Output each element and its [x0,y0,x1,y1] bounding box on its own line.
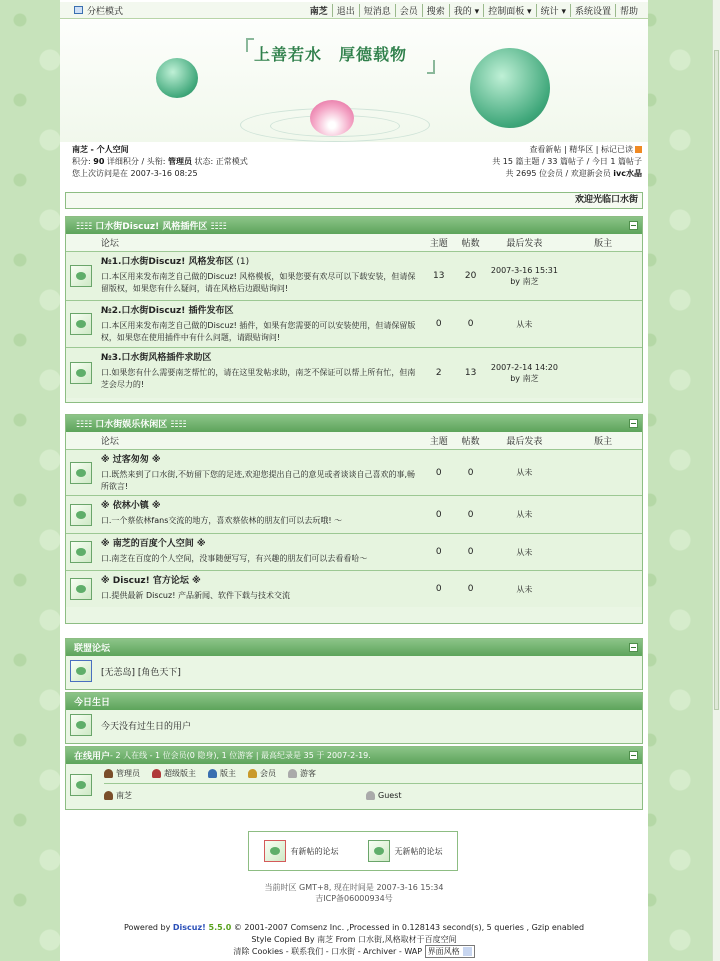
forum-name-link[interactable]: ※ 过客匆匆 ※ [100,455,161,465]
forum-last-post: 从未 [516,510,533,519]
forum-name-link[interactable]: №3.口水街风格插件求助区 [100,353,212,363]
footer-icp[interactable]: 吉ICP备06000934号 [315,894,393,903]
scrollbar-thumb[interactable] [714,50,719,710]
chevron-down-icon [463,947,472,956]
forum-stats: 共 15 篇主题 / 33 篇帖子 / 今日 1 篇帖子 [492,157,642,166]
forum-last-post[interactable] [485,348,565,398]
col-topics: 主题 [429,239,448,249]
user-info-panel: 南芝 - 个人空间 积分: 90 详细积分 / 头衔: 管理员 状态: 正常模式 您上次访问是在 2007-3-16 08:25 查看新帖 | 精华区 | 标记已读 共 15 篇主题 / 33 篇帖子 / 今日 1 篇帖子 共 2695 位会员 / 欢迎新会员 ivc水晶 [72,145,642,178]
discuz-link[interactable]: Discuz! [172,923,206,932]
forum-topics: 0 [435,319,442,329]
welcome-marquee: 欢迎光临口水街 [65,192,643,209]
vertical-scrollbar[interactable] [712,0,720,961]
banner-slogan: 上善若水 厚德载物 [254,45,408,64]
forum-last-post: 从未 [516,468,533,477]
top-nav-links [306,4,648,17]
footer-links [60,945,648,958]
category-header [66,415,642,432]
forum-last-post: 从未 [516,547,533,557]
alliance-header [66,639,642,656]
style-select-value: 界面风格 [427,947,460,956]
collapse-icon[interactable] [629,221,638,230]
forum-description: 口.南芝在百度的个人空间，没事随便写写，有兴趣的朋友们可以去看看哈～ [100,554,368,563]
forum-last-post: 从未 [516,584,533,594]
alliance-links[interactable]: [无恙岛] [角色天下] [101,667,181,678]
col-moderators: 版主 [594,437,613,447]
user-status: 状态: 正常模式 [191,157,248,166]
legend-admin: 管理员 [116,769,140,778]
forum-description: 口.如果您有什么需要南芝帮忙的，请在这里发帖求助，南芝不保证可以帮上所有忙，但南芝会尽力的! [100,368,416,389]
member-stats: 共 2695 位会员 / 欢迎新会员 [505,169,614,178]
alliance-icon [70,660,92,682]
member-user-icon [248,769,257,778]
nav-messages[interactable]: 短消息 [359,4,395,17]
points-label: 积分: [72,157,94,166]
forum-icon [70,541,92,563]
forum-posts: 0 [467,467,474,478]
collapse-icon[interactable] [629,751,638,760]
forum-name-link[interactable]: ※ Discuz! 官方论坛 ※ [100,576,201,586]
forum-last-post[interactable] [485,252,565,300]
category-header [66,217,642,234]
lotus-flower-image [310,100,354,136]
online-title[interactable]: 在线用户 [74,752,111,762]
nav-stats[interactable]: 统计 ▾ [536,4,570,17]
last-post-time[interactable]: 2007-2-14 14:20 [490,363,558,372]
col-last-post: 最后发表 [506,437,543,447]
col-moderators: 版主 [594,239,613,249]
last-post-author[interactable]: by 南芝 [510,277,539,286]
footer-style-credit: Style Copied By 南芝 From 口水街,风格取材于百度空间 [251,935,457,944]
forum-name-link[interactable]: ※ 依林小镇 ※ [100,501,161,511]
forum-last-post [485,301,565,347]
banner-bracket-left [246,38,254,52]
user-title: 管理员 [167,157,192,166]
col-forum: 论坛 [100,239,119,249]
nav-members[interactable]: 会员 [395,4,422,17]
forum-topics: 13 [432,271,445,281]
forum-new-count: (1) [233,257,250,267]
banner-bracket-right [427,60,435,74]
lotus-pod-left-image [156,58,198,98]
view-new-posts-link[interactable]: 查看新帖 [529,145,562,154]
forum-topics: 0 [435,547,442,557]
online-user-link[interactable]: 南芝 [116,790,132,800]
col-posts: 帖数 [461,239,480,249]
no-new-posts-legend-label: 无新帖的论坛 [394,846,443,856]
nav-my-menu[interactable]: 我的 ▾ [449,4,483,17]
column-mode-label: 分栏模式 [87,6,124,17]
col-posts: 帖数 [461,437,480,447]
forum-posts: 20 [464,271,477,281]
new-posts-legend-label: 有新帖的论坛 [290,846,339,856]
online-header [66,747,642,764]
last-visit: 您上次访问是在 2007-3-16 08:25 [72,169,198,178]
online-summary: - 2 人在线 - 1 位会员(0 隐身), 1 位游客 | 最高纪录是 35 于 2007-2-19. [110,751,371,760]
birthday-title: 今日生日 [74,698,111,708]
super-moderator-user-icon [152,769,161,778]
forum-topics: 0 [435,467,442,478]
nav-search[interactable]: 搜索 [422,4,449,17]
guest-user-icon [288,769,297,778]
top-nav-bar [60,2,648,19]
last-post-time[interactable]: 2007-3-16 15:31 [490,266,558,275]
footer-time: 当前时区 GMT+8, 现在时间是 2007-3-16 15:34 [264,883,444,892]
moderator-user-icon [208,769,217,778]
collapse-icon[interactable] [629,643,638,652]
col-topics: 主题 [429,437,448,447]
admin-user-icon [104,791,113,800]
birthday-box [65,692,643,744]
legend-moderator: 版主 [220,769,236,778]
forum-posts: 13 [464,368,477,378]
no-new-posts-legend-icon [368,840,390,862]
alliance-forums-box [65,638,643,690]
column-headers [66,234,642,252]
category-plugins [65,216,643,403]
admin-user-icon [104,769,113,778]
forum-name-link[interactable]: №2.口水街Discuz! 插件发布区 [100,306,234,316]
forum-topics: 0 [435,584,442,594]
forum-topics: 2 [435,368,442,378]
forum-row [66,348,642,398]
forum-description: 口.既然来到了口水街,不妨留下您的足迹,欢迎您提出自己的意见或者谈谈自己喜欢的事,畅所欲言! [100,470,416,491]
category-title[interactable]: ☷☷ 口水街娱乐休闲区 ☷☷ [76,420,187,430]
nav-username[interactable]: 南芝 [309,6,328,17]
column-mode-link[interactable] [60,4,123,17]
nav-logout[interactable]: 退出 [332,4,359,17]
online-guest: Guest [378,790,402,800]
forum-topics: 0 [435,509,442,520]
style-select[interactable] [425,945,475,958]
forum-icon-legend [248,831,458,871]
alliance-title: 联盟论坛 [74,644,111,654]
legend-member: 会员 [260,769,276,778]
digest-link[interactable]: 精华区 [569,145,594,154]
birthday-icon [70,714,92,736]
forum-description: 口.提供最新 Discuz! 产品新闻、软件下载与技术交流 [100,591,290,600]
last-post-author[interactable]: by 南芝 [510,374,539,383]
forum-icon [70,313,92,335]
copyright-text: © 2001-2007 Comsenz Inc. ,Processed in 0.128143 second(s), 5 queries , Gzip enabled [231,923,585,932]
nav-system-settings[interactable]: 系统设置 [570,4,615,17]
legend-guest: 游客 [300,769,316,778]
online-users-box [65,746,643,810]
online-icon [70,774,92,796]
forum-row [66,450,642,496]
new-posts-legend-icon [264,840,286,862]
footer-powered [60,923,648,932]
forum-icon [70,504,92,526]
powered-by-label: Powered by [123,923,173,932]
user-name[interactable]: 南芝 [72,145,88,154]
forum-new-posts-icon [70,265,92,287]
forum-icon [70,362,92,384]
forum-name-link[interactable]: №1.口水街Discuz! 风格发布区 [100,257,234,267]
forum-posts: 0 [467,509,474,520]
points-detail-link[interactable]: 详细积分 / 头衔: [104,157,168,166]
forum-posts: 0 [467,584,474,594]
forum-description: 口.一个蔡依林fans交流的地方，喜欢蔡依林的朋友们可以去玩哦! ～ [100,516,343,525]
col-forum: 论坛 [100,437,119,447]
lotus-pod-right-image [470,48,550,128]
category-entertainment [65,414,643,624]
forum-description: 口.本区用来发布南芝自己做的Discuz! 风格模板，如果您要有欢尽可以下载安装，但请保留版权，如果您有什么疑问，请在风格后边跟贴询问! [100,272,416,293]
footer-links-text[interactable]: 清除 Cookies - 联系我们 - 口水街 - Archiver - WAP [233,947,423,956]
birthday-header [66,693,642,710]
forum-row [66,301,642,348]
online-legend [104,764,642,784]
guest-user-icon [366,791,375,800]
rss-icon[interactable] [635,146,642,153]
forum-name-link[interactable]: ※ 南芝的百度个人空间 ※ [100,539,206,549]
category-title[interactable]: ☷☷ 口水街Discuz! 风格插件区 ☷☷ [76,222,227,232]
nav-help[interactable]: 帮助 [615,4,642,17]
forum-row [66,496,642,534]
header-banner [60,20,648,142]
forum-icon [70,578,92,600]
column-mode-icon [74,6,83,14]
forum-icon [70,462,92,484]
column-headers [66,432,642,450]
forum-description: 口.本区用来发布南芝自己做的Discuz! 插件，如果有您需要的可以安装使用，但请保留版权，如果您在使用插件中有什么问题，请跟贴询问! [100,321,416,342]
personal-space-link[interactable]: - 个人空间 [90,145,129,154]
forum-row [66,534,642,571]
mark-read-link[interactable]: 标记已读 [601,145,633,154]
forum-posts: 0 [467,547,474,557]
forum-row [66,252,642,301]
birthday-text: 今天没有过生日的用户 [101,721,192,732]
points-value: 90 [93,157,105,166]
col-last-post: 最后发表 [506,239,543,249]
legend-super-mod: 超级版主 [164,769,196,778]
forum-row [66,571,642,607]
last-post-time: 从未 [516,319,533,329]
forum-posts: 0 [467,319,474,329]
page-container [60,0,648,961]
collapse-icon[interactable] [629,419,638,428]
nav-control-panel[interactable]: 控制面板 ▾ [483,4,535,17]
newest-member-link[interactable]: ivc水晶 [613,169,642,178]
discuz-version: 5.5.0 [205,923,232,932]
